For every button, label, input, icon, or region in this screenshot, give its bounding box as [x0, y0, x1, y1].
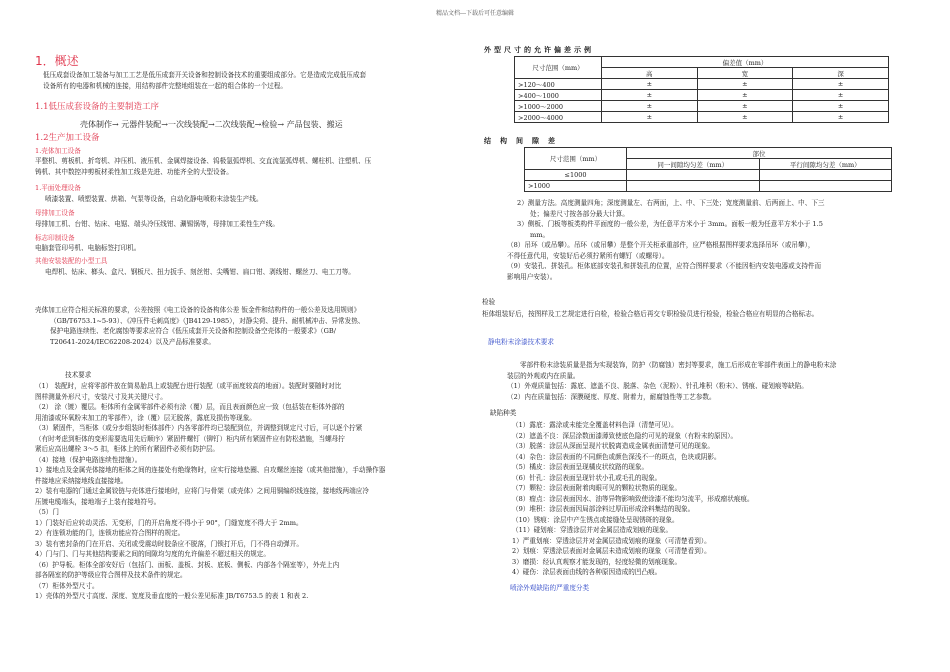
table-cell: ≤1000	[525, 170, 627, 181]
text-line: 1）接地点及金属壳体接地的柜体之间的连接处有绝缘物时，应实行接地垫圈、自攻螺丝连接（或其他措施），手动操作器	[35, 466, 386, 474]
text-line: 压镀电缆端头，接地端子上装有接地符号。	[35, 497, 161, 506]
subheading-small-tools: 其他安装装配的小型工具	[35, 257, 108, 265]
list-item: （6）针孔：涂层表面呈现针状小孔或毛孔的现象。	[512, 473, 662, 482]
table-cell	[627, 181, 760, 192]
table1-col-height: 高	[602, 68, 698, 79]
text-line: 图样测量外形尺寸，安装尺寸及其关键尺寸。	[35, 392, 167, 401]
table-cell: ±	[697, 101, 793, 112]
shell-equipment-text	[35, 156, 465, 177]
overview-paragraph	[43, 70, 463, 91]
text-line: 2）测量方法。高度测量四角；深度测量左、右两面，上、中、下三处；宽度测量前、后两面上、中、下三	[517, 199, 825, 207]
table1-col-width: 宽	[697, 68, 793, 79]
clearance-table	[524, 147, 892, 192]
tolerance-table	[514, 56, 889, 123]
table-row	[525, 181, 892, 192]
text-line: 装层的外观或内在质量。	[507, 371, 580, 380]
table1-col-depth: 深	[793, 68, 889, 79]
process-flow: 壳体制作→ 元器件装配→一次线装配→二次线装配→检验→ 产品包装、搬运	[80, 120, 343, 129]
text-line: （4）接地（保护电路连续性措施）。	[35, 455, 142, 464]
text-line: 设备所有的电器和机械的连接，用结构部件完整地组装在一起的组合体的一个过程。	[43, 81, 287, 90]
table-cell: ±	[793, 79, 889, 90]
text-line: mm。	[530, 230, 550, 239]
table-cell: >2000～4000	[515, 112, 602, 123]
table-cell: ±	[793, 90, 889, 101]
table-cell: ±	[602, 112, 698, 123]
text-line: 影响用户安装）。	[507, 272, 557, 281]
table-cell: ±	[793, 112, 889, 123]
text-line: （9）安装孔、拼装孔。柜体底部安装孔和拼装孔的位置，应符合图样要求（不能因柜内安装电器或支持件而	[507, 262, 822, 270]
text-line: 部各隔室的防护等级应符合图样及技术条件的规定。	[35, 571, 187, 579]
tech-requirements-list	[35, 381, 465, 602]
text-line: 4）门与门、门与其他结构要素之间的间隙均匀度的允许偏差不超过相关的规定。	[35, 550, 270, 558]
text-line: （5）门	[35, 508, 59, 516]
text-line: （有时考虑到柜体的变形需要选用先后顺序）紧固件螺钉（铆钉）柜内所有紧固件应有防松措施，当螺母拧	[35, 434, 345, 443]
measurement-section	[482, 198, 917, 282]
table-cell: ±	[697, 112, 793, 123]
text-line: （2）内在质量包括：深膜硬度、厚度、附着力，耐腐蚀性等工艺参数。	[507, 392, 716, 401]
subheading-shell-equipment: 1.壳体加工设备	[35, 147, 81, 155]
text-line: 3）装有密封条的门在开启、关闭或受震动时胶条应不脱落，门锁打开后，门不得自动弹开。	[35, 539, 303, 548]
text-line: （1） 装配时，应将零部件放在简易胎具上或装配台进行装配（或平面度较高的地面）。装配时要随时对比	[35, 382, 342, 390]
text-line: 件接地应采纳接地线直接接地。	[35, 476, 128, 485]
text-line: 平整机、剪板机、折弯机、冲压机、液压机、金属焊接设备、钨极氩弧焊机、交直流氩弧焊机、螺柱机、注塑机、压	[35, 157, 372, 165]
severity-classification-title: 喷涂外观缺陷的严重度分类	[510, 584, 590, 592]
text-line: （8）吊环（或吊攀）。吊环（或吊攀）是整个开关柜承重部件，应严格根据图样要求选择吊环（或吊攀），	[507, 241, 815, 249]
list-item: （10）锈痕：涂层中产生锈点或接缝处呈现锈斑的现象。	[512, 515, 679, 524]
subheading-surface-equipment: 1.平面处理设备	[35, 184, 81, 192]
text-line: （1）外观质量包括：露底、遮盖不良、脱落、杂色（泥粉）、针孔堆积（粉末）、锈痕、碰划痕等缺陷。	[507, 382, 808, 390]
text-line: 保护电路连续性、老化腐蚀等要求应符合《低压成套开关设备和控制设备空壳体的一般要求》（GB/	[50, 327, 336, 335]
subheading-busbar-equipment: 母排加工设备	[35, 209, 75, 217]
subheading-marking-equipment: 标志印制设备	[35, 234, 75, 242]
table-cell: >1000	[525, 181, 627, 192]
list-item: 4）碰伤：涂层表面由线的各种原因造成的凹凸痕。	[512, 568, 662, 576]
table-cell: >400～1000	[515, 90, 602, 101]
section-title-equipment: 1.2生产加工设备	[35, 133, 100, 143]
powder-coating-title: 静电粉末涂漆技术要求	[488, 338, 554, 346]
list-item: （1）露底：露涂或未能完全覆盖材料色泽（清楚可见）。	[512, 421, 678, 429]
text-line: （2） 涂（镀）覆层。柜体所有金属零部件必须有涂（覆）层，而且表面颜色应一致（包括装在柜体外部的	[35, 403, 345, 411]
small-tools-text: 电焊机、钻床、榔头、盒尺、钢板尺、扭力扳手、刻丝钳、尖嘴钳、扁口钳、剥线钳、螺丝刀、电工刀等。	[45, 268, 355, 276]
text-line: （6）护导板。柜体全部安好后（包括门、面板、盖板、封板、底板、侧板、内部各个隔室等），外壳上内	[35, 560, 340, 569]
text-line: 壳体加工应符合相关标准的要求，公差按照《电工设备的设备构体公差 钣金件和结构件的一般公差及选用规则》	[35, 306, 361, 314]
table2-range-header: 尺寸范围（mm）	[525, 148, 627, 170]
list-item: 3）磨损：经认真观察才能发现的，轻度轻微的划痕现象。	[512, 557, 682, 566]
text-line: 紧后应高出螺栓 3～5 扣，柜体上的所有紧固件必须有防护层。	[35, 445, 220, 453]
table-row	[515, 112, 889, 123]
list-item: （9）堆积：涂层表面因局部涂料过厚而形成涂料集结的现象。	[512, 505, 695, 513]
text-line: 用油漆或环氧粉末加工的零部件），涂（覆）层无脱落，露底及损伤等现象。	[35, 413, 256, 422]
list-item: （11）碰划痕：穿透涂层并对金属层造成划痕的现象。	[512, 526, 673, 534]
standards-paragraph	[35, 305, 465, 347]
table1-deviation-header: 偏差值（mm）	[602, 57, 889, 68]
text-line: （3）紧固件，当柜体（或分步组装时柜体部件）内各零部件均已装配到位，并调整到规定尺寸后，可以逐个拧紧	[35, 424, 363, 432]
table2-col-parallel: 平行间隙均匀差（mm）	[759, 159, 892, 170]
table-cell: >120～400	[515, 79, 602, 90]
table-row	[515, 79, 889, 90]
text-line: 2）装有电器的门通过金属铰链与壳体进行接地时，应将门与骨架（或壳体）之间用铜编织线连接，接地线两端应冷	[35, 487, 369, 495]
tech-requirements-title: 技术要求	[65, 371, 92, 379]
list-item: 1）严重划痕：穿透涂层并对金属层造成划痕的现象（可清楚看到）。	[512, 536, 711, 545]
table-row	[515, 90, 889, 101]
section-title-overview: 1．概述	[35, 54, 79, 68]
text-line: 铸机、其中数控冲剪板材柔性加工线是先进、功能齐全的大型设备。	[35, 167, 233, 176]
table2-title: 结构间隙差	[484, 136, 564, 145]
defect-list	[512, 420, 912, 578]
section-title-process: 1.1低压成套设备的主要制造工序	[35, 102, 160, 112]
table-cell: ±	[697, 79, 793, 90]
table-cell	[759, 181, 892, 192]
table2-part-header: 部位	[627, 148, 892, 159]
text-line: 不得任意代用，安装好后必须拧紧所有螺钉（或螺母）。	[507, 251, 669, 260]
text-line: 1）门装好后应转动灵活、无变形，门的开启角度不得小于 90°，门缝宽度不得大于 2mm。	[35, 518, 303, 527]
text-line: 低压成套设备加工装备与加工工艺是低压成套开关设备和控制设备技术的重要组成部分。它是造成完成低压成套	[43, 71, 367, 79]
inspection-text: 柜体组装好后，按图样及工艺规定进行自检，检验合格后再交专职检验员进行检验，检验合格应有明显的合格标志。	[482, 310, 819, 318]
table-cell: ±	[602, 90, 698, 101]
text-line: 1）壳体的外型尺寸高度、深度、宽度及垂直度的一般公差见标准 JB/T6753.5 的表 1 和表 2.	[35, 592, 309, 600]
list-item: （8）瘤点：涂层表面因水、油等异物影响致使涂漆不能均匀流平，形成瘤状痕痕。	[512, 494, 754, 503]
table-row	[515, 101, 889, 112]
table-cell: ±	[602, 101, 698, 112]
list-item: 2）划痕：穿透涂层表面对金属层未造成划痕的现象（可清楚看到）。	[512, 547, 711, 555]
marking-equipment-text: 电脑套管印号机、电脑标签打印机。	[35, 244, 141, 252]
table1-title: 外型尺寸的允许偏差示例	[484, 45, 594, 54]
list-item: （5）橘皮：涂层表面呈现橘皮状纹路的现象。	[512, 463, 649, 471]
text-line: 处；偏差尺寸按各部分最大计算。	[530, 209, 629, 218]
list-item: （3）脱落：涂层从深面呈现片状脱离造成金属表面清楚可见的现象。	[512, 442, 715, 450]
busbar-equipment-text: 母排加工机、台钳、钻床、电锯、端头冷压线钳、涮锡锅等，母排加工柔性生产线。	[35, 220, 279, 228]
list-item: （4）杂色：涂层表面的不同颜色或颜色深浅不一的斑点，色块或阴影。	[512, 452, 721, 461]
table-cell: ±	[697, 90, 793, 101]
table-cell	[759, 170, 892, 181]
surface-equipment-text: 喷漆装置、喷塑装置、烘箱、气泵等设备，自动化静电喷粉末涂装生产线。	[45, 195, 263, 203]
table-cell	[627, 170, 760, 181]
text-line: （GB/T6753.1~5-93）、《冲压件毛刺高度》（JB4129-1985），对静尖荷、提升、耐机械冲击、异常发热、	[50, 316, 365, 325]
table2-col-same: 同一间隙均匀差（mm）	[627, 159, 760, 170]
inspection-title: 检验	[482, 298, 496, 306]
table-row	[525, 170, 892, 181]
text-line: （7）柜体外型尺寸。	[35, 581, 99, 590]
text-line: T20641-2024/IEC62208-2024）以及产品标准要求。	[50, 337, 215, 346]
text-line: 2）有连锁功能的门，连锁功能应符合图样的规定。	[35, 529, 185, 537]
list-item: （2）遮盖不良：深层涂数面漆薄致使底色隐约可见的现象（有粉末的原因）。	[512, 431, 738, 440]
list-item: （7）颗粒：涂层表面附着肉眼可见的颗粒状物质的现象。	[512, 484, 682, 492]
table-cell: >1000～2000	[515, 101, 602, 112]
powder-coating-text	[482, 360, 917, 402]
table-cell: ±	[793, 101, 889, 112]
text-line: 零部件粉末涂装质量是指为实现装饰，防护（防腐蚀）密封等要求，施工后形成在零部件表面上的静电粉末涂	[520, 361, 837, 369]
text-line: 3）侧板、门板等板类构件平面度的一般公差，为任意平方米小于 3mm。面板一般为任意平方米小于 1.5	[517, 220, 823, 228]
table-cell: ±	[602, 79, 698, 90]
page-header: 精品文档---下载后可任意编辑	[435, 10, 515, 17]
table1-range-header: 尺寸范围（mm）	[515, 57, 602, 79]
defect-types-title: 缺陷种类	[490, 409, 517, 417]
